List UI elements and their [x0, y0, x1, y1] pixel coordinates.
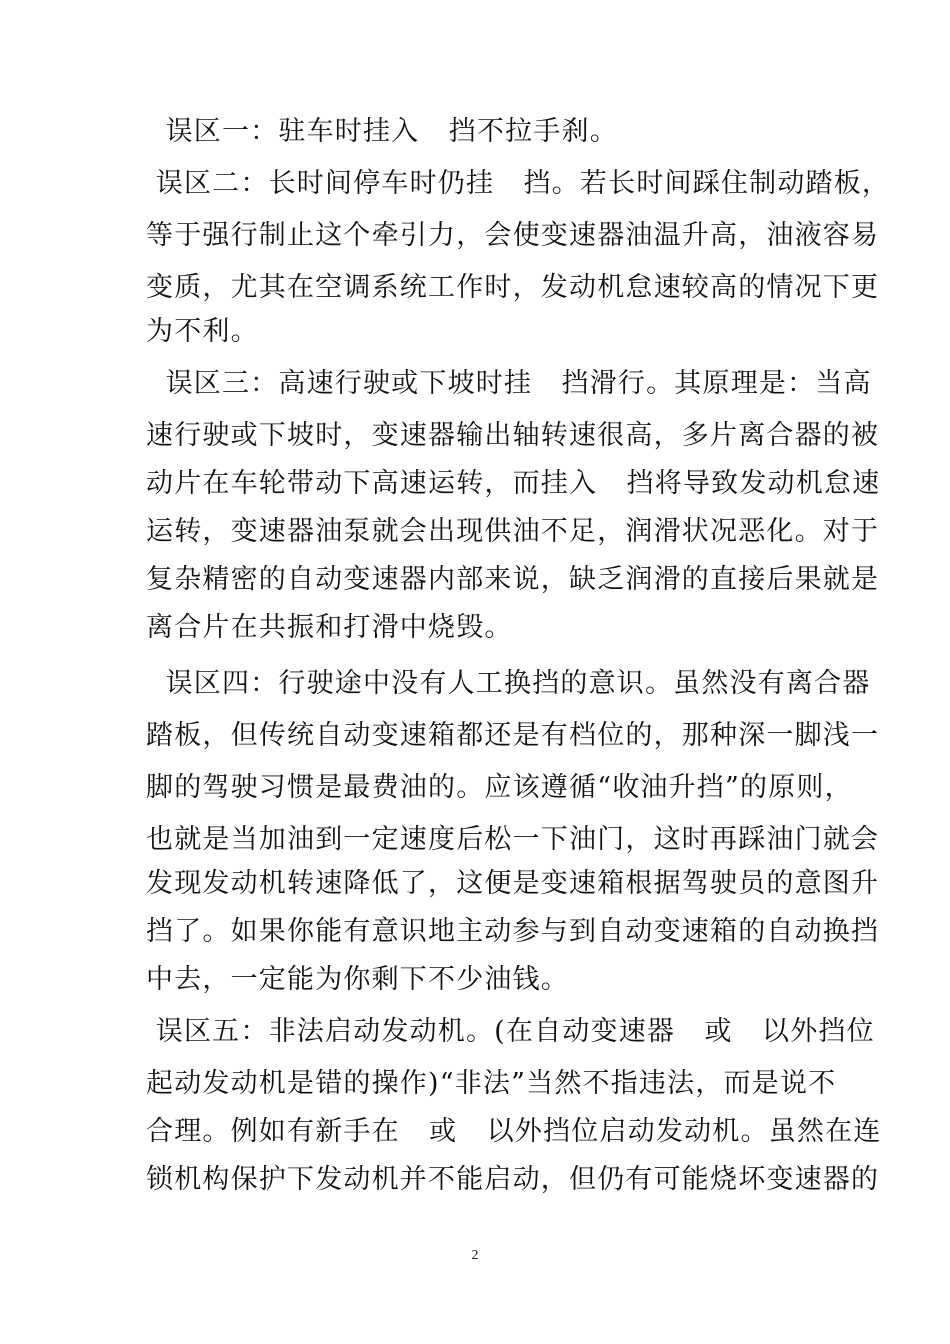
text-line: 误区一：驻车时挂入 挡不拉手刹。: [146, 116, 618, 147]
text-line: 踏板，但传统自动变速箱都还是有档位的，那种深一脚浅一: [146, 720, 880, 751]
text-line: 也就是当加油到一定速度后松一下油门，这时再踩油门就会: [146, 824, 880, 855]
text-line: 误区二：长时间停车时仍挂 挡。若长时间踩住制动踏板，: [146, 168, 891, 199]
text-line: 脚的驾驶习惯是最费油的。应该遵循“收油升挡”的原则，: [146, 772, 853, 803]
text-line: 锁机构保护下发动机并不能启动，但仍有可能烧坏变速器的: [146, 1164, 880, 1195]
text-line: 误区四：行驶途中没有人工换挡的意识。虽然没有离合器: [146, 668, 871, 699]
text-line: 动片在车轮带动下高速运转，而挂入 挡将导致发动机怠速: [146, 468, 881, 499]
text-line: 为不利。: [146, 316, 259, 347]
text-line: 运转，变速器油泵就会出现供油不足，润滑状况恶化。对于: [146, 516, 880, 547]
text-line: 起动发动机是错的操作)“非法”当然不指违法，而是说不: [146, 1068, 837, 1099]
text-line: 离合片在共振和打滑中烧毁。: [146, 612, 513, 643]
text-line: 合理。例如有新手在 或 以外挡位启动发动机。虽然在连: [146, 1116, 882, 1147]
text-line: 复杂精密的自动变速器内部来说，缺乏润滑的直接后果就是: [146, 564, 880, 595]
text-line: 误区五：非法启动发动机。(在自动变速器 或 以外挡位: [146, 1016, 875, 1047]
text-line: 速行驶或下坡时，变速器输出轴转速很高，多片离合器的被: [146, 420, 880, 451]
text-line: 中去，一定能为你剩下不少油钱。: [146, 964, 569, 995]
text-line: 等于强行制止这个牵引力，会使变速器油温升高，油液容易: [146, 220, 880, 251]
page-number: 2: [471, 1248, 479, 1263]
text-line: 挡了。如果你能有意识地主动参与到自动变速箱的自动换挡: [146, 916, 880, 947]
text-line: 误区三：高速行驶或下坡时挂 挡滑行。其原理是：当高: [146, 368, 872, 399]
text-line: 发现发动机转速降低了，这便是变速箱根据驾驶员的意图升: [146, 868, 880, 899]
text-line: 变质，尤其在空调系统工作时，发动机怠速较高的情况下更: [146, 272, 880, 303]
